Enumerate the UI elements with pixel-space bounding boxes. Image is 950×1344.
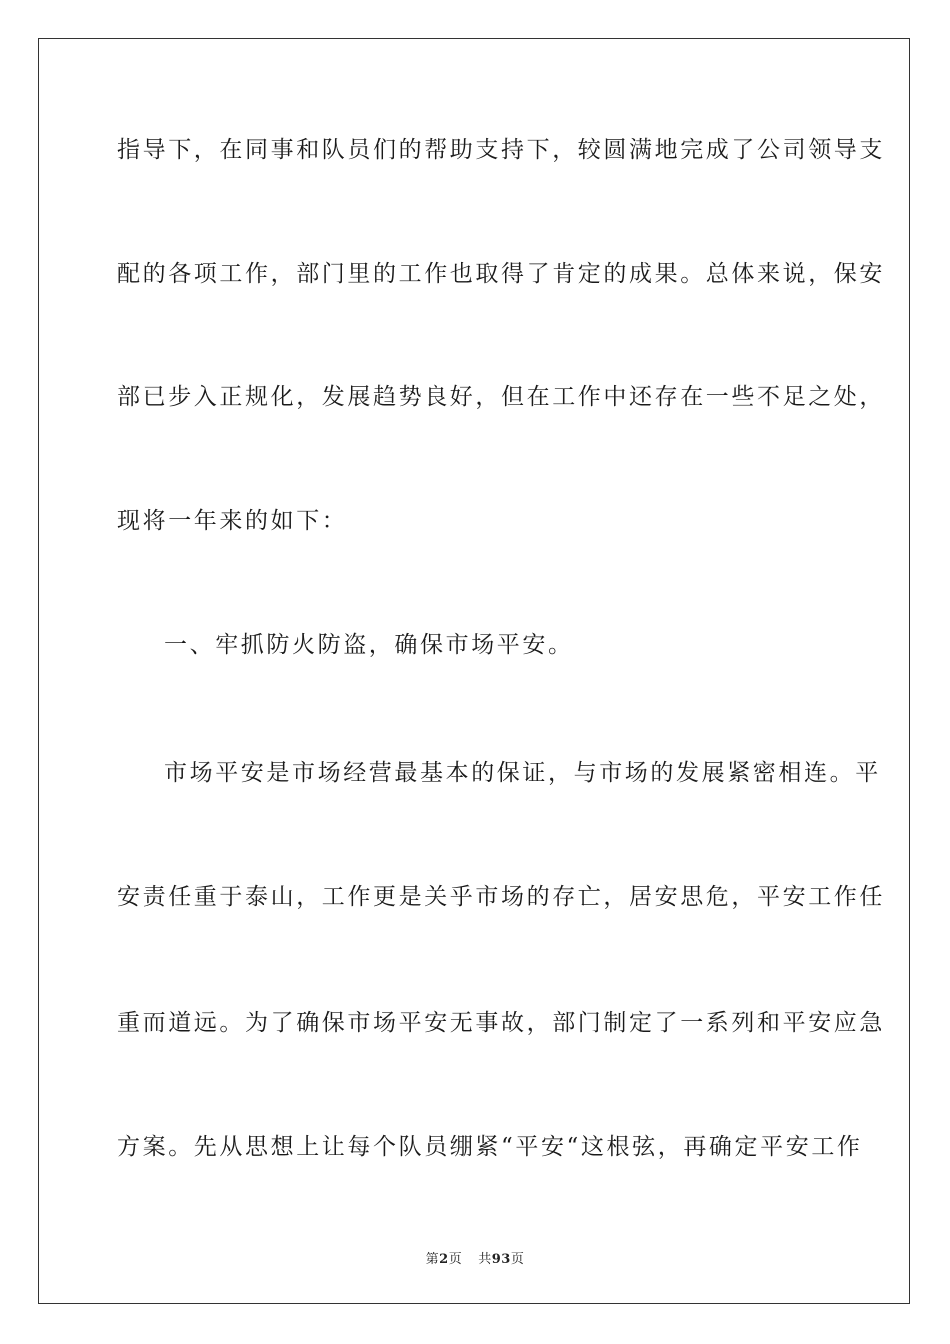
page-footer bbox=[0, 1248, 950, 1267]
total-pages: 93 bbox=[491, 1252, 511, 1267]
total-prefix: 共 bbox=[478, 1252, 492, 1267]
page-prefix: 第 bbox=[425, 1252, 440, 1267]
body-line-1: 指导下，在同事和队员们的帮助支持下，较圆满地完成了公司领导支 bbox=[117, 137, 885, 163]
body-line-9: 方案。先从思想上让每个队员绷紧“平安“这根弦，再确定平安工作 bbox=[117, 1134, 863, 1160]
body-line-8: 重而道远。为了确保市场平安无事故，部门制定了一系列和平安应急 bbox=[117, 1010, 885, 1036]
page-number: 2 bbox=[439, 1252, 449, 1267]
page-suffix: 页 bbox=[448, 1252, 463, 1267]
body-line-3: 部已步入正规化，发展趋势良好，但在工作中还存在一些不足之处， bbox=[117, 384, 885, 410]
body-line-4: 现将一年来的如下： bbox=[117, 508, 348, 534]
section-heading: 一、牢抓防火防盗，确保市场平安。 bbox=[164, 632, 574, 658]
body-line-7: 安责任重于泰山，工作更是关乎市场的存亡，居安思危，平安工作任 bbox=[117, 884, 885, 910]
body-line-2: 配的各项工作，部门里的工作也取得了肯定的成果。总体来说，保安 bbox=[117, 261, 885, 287]
page-border bbox=[38, 38, 910, 1304]
body-line-6: 市场平安是市场经营最基本的保证，与市场的发展紧密相连。平 bbox=[164, 760, 881, 786]
total-suffix: 页 bbox=[510, 1252, 525, 1267]
